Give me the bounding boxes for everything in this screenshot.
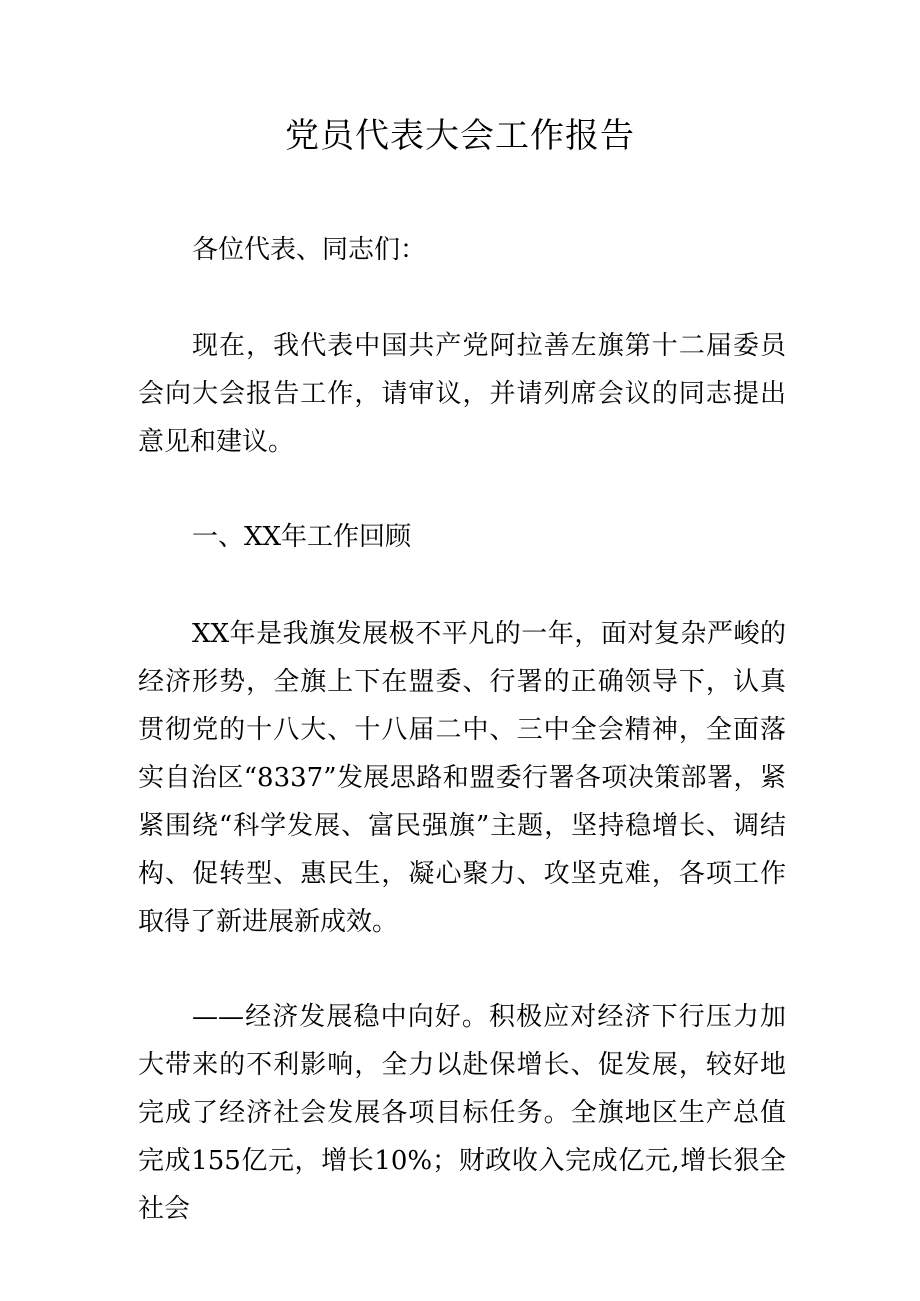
review-paragraph: XX年是我旗发展极不平凡的一年，面对复杂严峻的经济形势，全旗上下在盟委、行署的正确领导下，认真贯彻党的十八大、十八届二中、三中全会精神，全面落实自治区“8337”发展思路和盟委行署各项决策部署，紧紧围绕“科学发展、富民强旗”主题，坚持稳增长、调结构、促转型、惠民生，凝心聚力、攻坚克难，各项工作取得了新进展新成效。 — [138, 619, 786, 937]
document-title: 党员代表大会工作报告 — [285, 116, 635, 156]
salutation-paragraph: 各位代表、同志们： — [192, 235, 427, 265]
intro-paragraph: 现在，我代表中国共产党阿拉善左旗第十二届委员会向大会报告工作，请审议，并请列席会议的同志提出意见和建议。 — [138, 331, 786, 457]
section-heading: 一、XX年工作回顾 — [192, 522, 412, 552]
economy-paragraph: ——经济发展稳中向好。积极应对经济下行压力加大带来的不利影响，全力以赴保增长、促发展，较好地完成了经济社会发展各项目标任务。全旗地区生产总值完成155亿元，增长10%；财政收入完成亿元,增长狠全社会 — [138, 1002, 786, 1224]
